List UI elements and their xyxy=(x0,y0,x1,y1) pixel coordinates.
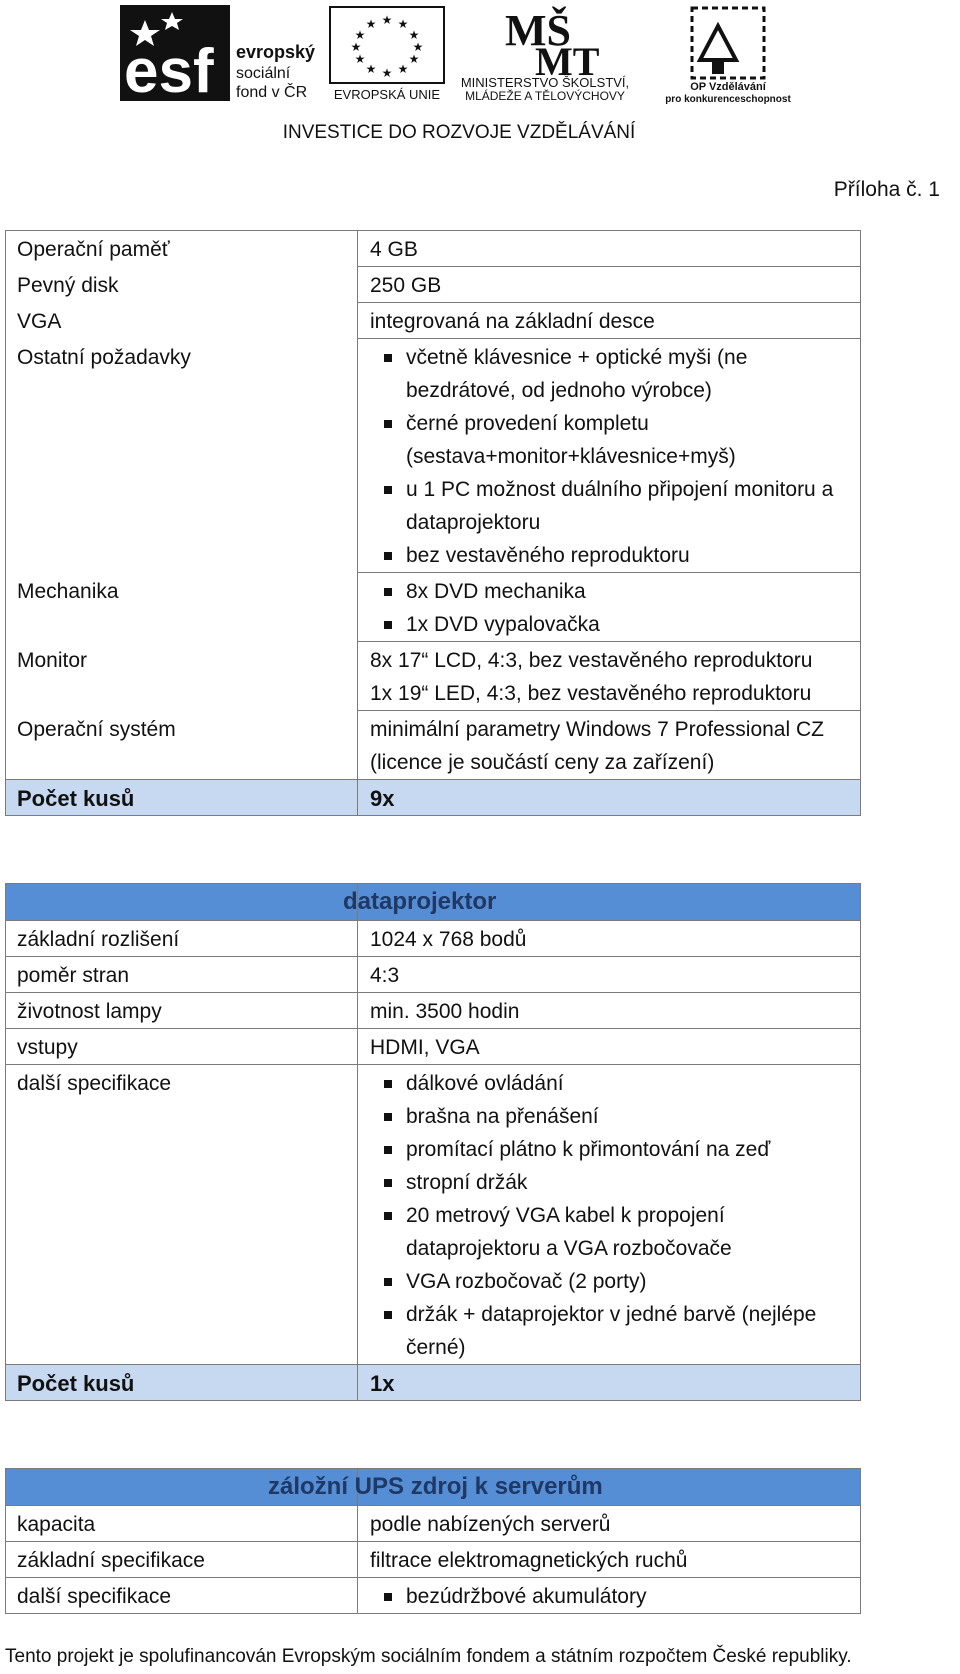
row-value: HDMI, VGA xyxy=(358,1029,861,1065)
row-label: kapacita xyxy=(6,1506,358,1542)
tagline: INVESTICE DO ROZVOJE VZDĚLÁVÁNÍ xyxy=(282,122,636,143)
count-label: Počet kusů xyxy=(6,1365,358,1401)
row-label: Operační paměť xyxy=(6,231,358,267)
op-logo xyxy=(665,8,791,105)
value-line: (licence je součástí ceny za zařízení) xyxy=(370,751,715,774)
list-item: bez vestavěného reproduktoru xyxy=(382,539,860,572)
table-row xyxy=(6,1506,861,1542)
count-row xyxy=(6,780,861,816)
row-label: další specifikace xyxy=(6,1578,358,1614)
row-value: podle nabízených serverů xyxy=(358,1506,861,1542)
row-label: Monitor xyxy=(6,642,358,711)
op-line-2: pro konkurenceschopnost xyxy=(665,94,791,105)
table-row xyxy=(6,1065,861,1365)
value-line: 1x 19“ LED, 4:3, bez vestavěného reproduktoru xyxy=(370,682,812,705)
row-label: Mechanika xyxy=(6,573,358,642)
esf-logo xyxy=(120,5,315,106)
row-value xyxy=(358,339,861,573)
table-row xyxy=(6,1029,861,1065)
table-row xyxy=(6,231,861,267)
eu-label: EVROPSKÁ UNIE xyxy=(333,87,441,102)
row-value xyxy=(358,642,861,711)
table-row xyxy=(6,1578,861,1614)
svg-text:★: ★ xyxy=(397,17,409,31)
esf-line-1: evropský xyxy=(236,42,316,62)
svg-text:esf: esf xyxy=(124,37,214,106)
table-row xyxy=(6,993,861,1029)
list-item: u 1 PC možnost duálního připojení monitoru a dataprojektoru xyxy=(382,473,860,539)
list-item: včetně klávesnice + optické myši (ne bezdrátové, od jednoho výrobce) xyxy=(382,341,860,407)
svg-text:★: ★ xyxy=(354,52,366,66)
msmt-line-2: MLÁDEŽE A TĚLOVÝCHOVY xyxy=(465,89,625,103)
row-value: 4 GB xyxy=(358,231,861,267)
row-value: 4:3 xyxy=(358,957,861,993)
list-item: držák + dataprojektor v jedné barvě (nejlépe černé) xyxy=(382,1298,860,1364)
annex-label: Příloha č. 1 xyxy=(833,178,940,201)
row-label: Operační systém xyxy=(6,711,358,780)
list-item: dálkové ovládání xyxy=(382,1067,860,1100)
row-value xyxy=(358,573,861,642)
table-title: dataprojektor xyxy=(343,888,497,915)
row-value: filtrace elektromagnetických ruchů xyxy=(358,1542,861,1578)
row-label: základní rozlišení xyxy=(6,921,358,957)
row-label: životnost lampy xyxy=(6,993,358,1029)
table-row xyxy=(6,711,861,780)
logo-strip xyxy=(0,0,960,150)
svg-text:★: ★ xyxy=(397,62,409,76)
row-label: VGA xyxy=(6,303,358,339)
table-row xyxy=(6,1542,861,1578)
svg-text:★: ★ xyxy=(350,40,362,54)
row-value: 1024 x 768 bodů xyxy=(358,921,861,957)
list-item: stropní držák xyxy=(382,1166,860,1199)
table-header-row xyxy=(6,884,861,921)
table-row xyxy=(6,339,861,573)
projector-spec-table xyxy=(5,883,861,1401)
row-value xyxy=(358,1065,861,1365)
count-row xyxy=(6,1365,861,1401)
pc-spec-table xyxy=(5,230,861,816)
list-item: 1x DVD vypalovačka xyxy=(382,608,860,641)
value-line: 8x 17“ LCD, 4:3, bez vestavěného reproduktoru xyxy=(370,649,813,672)
eu-flag-logo xyxy=(330,7,444,102)
svg-text:★: ★ xyxy=(381,66,393,80)
table-header-row xyxy=(6,1469,861,1506)
list-item: brašna na přenášení xyxy=(382,1100,860,1133)
row-value xyxy=(358,1578,861,1614)
count-label: Počet kusů xyxy=(6,780,358,816)
list-item: 20 metrový VGA kabel k propojení dataprojektoru a VGA rozbočovače xyxy=(382,1199,860,1265)
svg-text:★: ★ xyxy=(365,62,377,76)
count-value: 9x xyxy=(358,780,861,816)
table-row xyxy=(6,957,861,993)
svg-text:★: ★ xyxy=(412,40,424,54)
header-logos xyxy=(0,0,960,150)
bullet-list xyxy=(370,1067,860,1364)
svg-text:★: ★ xyxy=(354,28,366,42)
msmt-logo xyxy=(461,5,629,103)
esf-line-3: fond v ČR xyxy=(236,84,308,101)
row-value xyxy=(358,711,861,780)
row-label: základní specifikace xyxy=(6,1542,358,1578)
value-line: minimální parametry Windows 7 Professional CZ xyxy=(370,718,824,741)
row-value: integrovaná na základní desce xyxy=(358,303,861,339)
row-value: 250 GB xyxy=(358,267,861,303)
svg-text:★: ★ xyxy=(408,52,420,66)
row-label: poměr stran xyxy=(6,957,358,993)
svg-text:★: ★ xyxy=(365,17,377,31)
svg-text:★: ★ xyxy=(381,13,393,27)
bullet-list xyxy=(370,341,860,572)
esf-line-2: sociální xyxy=(236,65,291,82)
list-item: černé provedení kompletu (sestava+monitor+klávesnice+myš) xyxy=(382,407,860,473)
list-item: bezúdržbové akumulátory xyxy=(382,1580,860,1613)
bullet-list xyxy=(370,575,860,641)
table-row xyxy=(6,921,861,957)
table-row xyxy=(6,267,861,303)
table-row xyxy=(6,573,861,642)
row-label: vstupy xyxy=(6,1029,358,1065)
table-row xyxy=(6,642,861,711)
msmt-line-1: MINISTERSTVO ŠKOLSTVÍ, xyxy=(460,75,630,90)
list-item: VGA rozbočovač (2 porty) xyxy=(382,1265,860,1298)
ups-spec-table xyxy=(5,1468,861,1614)
bullet-list xyxy=(370,1580,860,1613)
row-label: Pevný disk xyxy=(6,267,358,303)
op-line-1: OP Vzdělávání xyxy=(690,81,766,93)
footer-note: Tento projekt je spolufinancován Evropským sociálním fondem a státním rozpočtem České republiky. xyxy=(5,1646,852,1667)
list-item: promítací plátno k přimontování na zeď xyxy=(382,1133,860,1166)
row-label: Ostatní požadavky xyxy=(6,339,358,573)
svg-text:MT: MT xyxy=(535,39,600,84)
table-row xyxy=(6,303,861,339)
svg-text:MŠ: MŠ xyxy=(505,6,571,55)
list-item: 8x DVD mechanika xyxy=(382,575,860,608)
row-label: další specifikace xyxy=(6,1065,358,1365)
table-title: záložní UPS zdroj k serverům xyxy=(268,1473,603,1500)
svg-text:★: ★ xyxy=(408,28,420,42)
count-value: 1x xyxy=(358,1365,861,1401)
row-value: min. 3500 hodin xyxy=(358,993,861,1029)
